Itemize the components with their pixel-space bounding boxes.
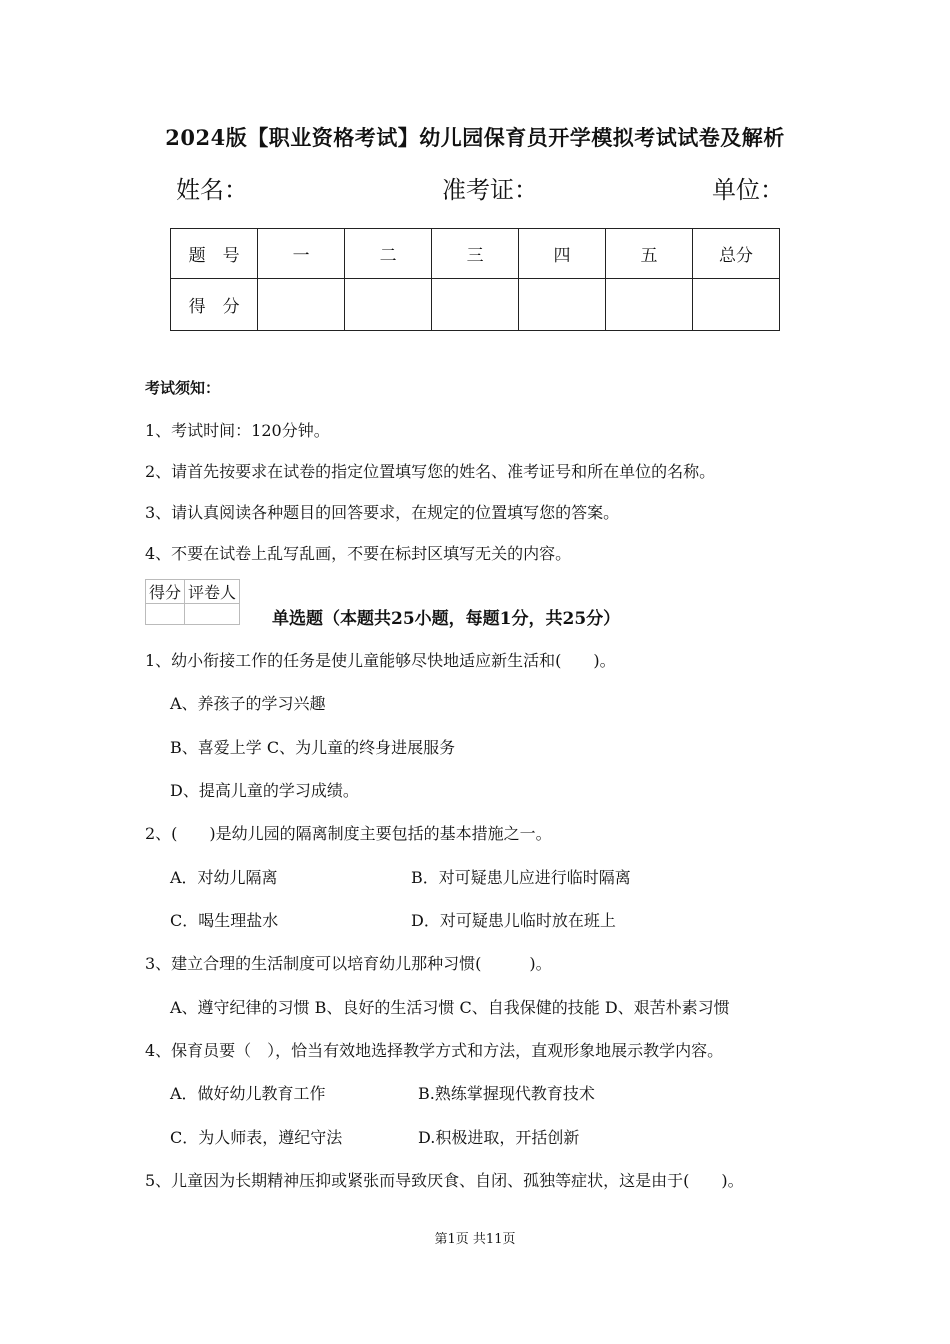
score-cell-1[interactable] (258, 279, 345, 331)
question-2-stem: 2、( )是幼儿园的隔离制度主要包括的基本措施之一。 (145, 824, 552, 843)
notice-item: 3、请认真阅读各种题目的回答要求，在规定的位置填写您的答案。 (145, 503, 620, 522)
question-2-option-d: D．对可疑患儿临时放在班上 (411, 911, 616, 930)
exam-id-field-label: 准考证： (442, 176, 538, 204)
notice-heading: 考试须知： (145, 379, 221, 397)
grader-box (145, 579, 240, 625)
score-cell-3[interactable] (432, 279, 519, 331)
score-cell-2[interactable] (345, 279, 432, 331)
grader-box-score-cell[interactable] (146, 604, 185, 625)
question-1-option-d: D、提高儿童的学习成绩。 (170, 781, 359, 800)
header-cell-1: 一 (258, 229, 345, 279)
unit-field-label: 单位： (712, 176, 784, 204)
page-title: 2024版【职业资格考试】幼儿园保育员开学模拟考试试卷及解析 (165, 125, 785, 150)
notice-item: 1、考试时间：120分钟。 (145, 421, 330, 440)
question-1-stem: 1、幼小衔接工作的任务是使儿童能够尽快地适应新生活和( )。 (145, 651, 616, 670)
name-field-label: 姓名： (176, 176, 248, 204)
score-cell-total[interactable] (692, 279, 779, 331)
header-cell-total: 总分 (692, 229, 779, 279)
score-table (170, 228, 780, 331)
question-3-options: A、遵守纪律的习惯 B、良好的生活习惯 C、自我保健的技能 D、艰苦朴素习惯 (170, 998, 730, 1017)
score-row-label: 得 分 (171, 279, 258, 331)
score-table-header-row (171, 229, 780, 279)
question-2-option-a: A．对幼儿隔离 (170, 868, 278, 887)
notice-item: 4、不要在试卷上乱写乱画，不要在标封区填写无关的内容。 (145, 544, 572, 563)
page-footer: 第1页 共11页 (434, 1232, 516, 1247)
score-table-score-row (171, 279, 780, 331)
question-2-option-c: C．喝生理盐水 (170, 911, 279, 930)
question-5-stem: 5、儿童因为长期精神压抑或紧张而导致厌食、自闭、孤独等症状，这是由于( )。 (145, 1171, 744, 1190)
header-cell-5: 五 (606, 229, 693, 279)
section-title: 单选题（本题共25小题，每题1分，共25分） (272, 609, 621, 629)
question-4-option-a: A．做好幼儿教育工作 (170, 1084, 326, 1103)
grader-box-score-label: 得分 (146, 580, 185, 604)
question-4-option-c: C．为人师表，遵纪守法 (170, 1128, 343, 1147)
header-cell-2: 二 (345, 229, 432, 279)
question-4-option-b: B.熟练掌握现代教育技术 (418, 1084, 595, 1103)
header-cell-label: 题 号 (171, 229, 258, 279)
header-cell-4: 四 (519, 229, 606, 279)
question-1-option-a: A、养孩子的学习兴趣 (170, 694, 326, 713)
question-4-stem: 4、保育员要（ ），恰当有效地选择教学方式和方法，直观形象地展示教学内容。 (145, 1041, 724, 1060)
score-cell-4[interactable] (519, 279, 606, 331)
question-3-stem: 3、建立合理的生活制度可以培育幼儿那种习惯( )。 (145, 954, 552, 973)
question-4-option-d: D.积极进取，开括创新 (418, 1128, 580, 1147)
grader-box-grader-label: 评卷人 (185, 580, 240, 604)
grader-box-grader-cell[interactable] (185, 604, 240, 625)
score-cell-5[interactable] (606, 279, 693, 331)
notice-item: 2、请首先按要求在试卷的指定位置填写您的姓名、准考证号和所在单位的名称。 (145, 462, 716, 481)
header-cell-3: 三 (432, 229, 519, 279)
question-1-option-bc: B、喜爱上学 C、为儿童的终身进展服务 (170, 738, 456, 757)
question-2-option-b: B．对可疑患儿应进行临时隔离 (411, 868, 631, 887)
